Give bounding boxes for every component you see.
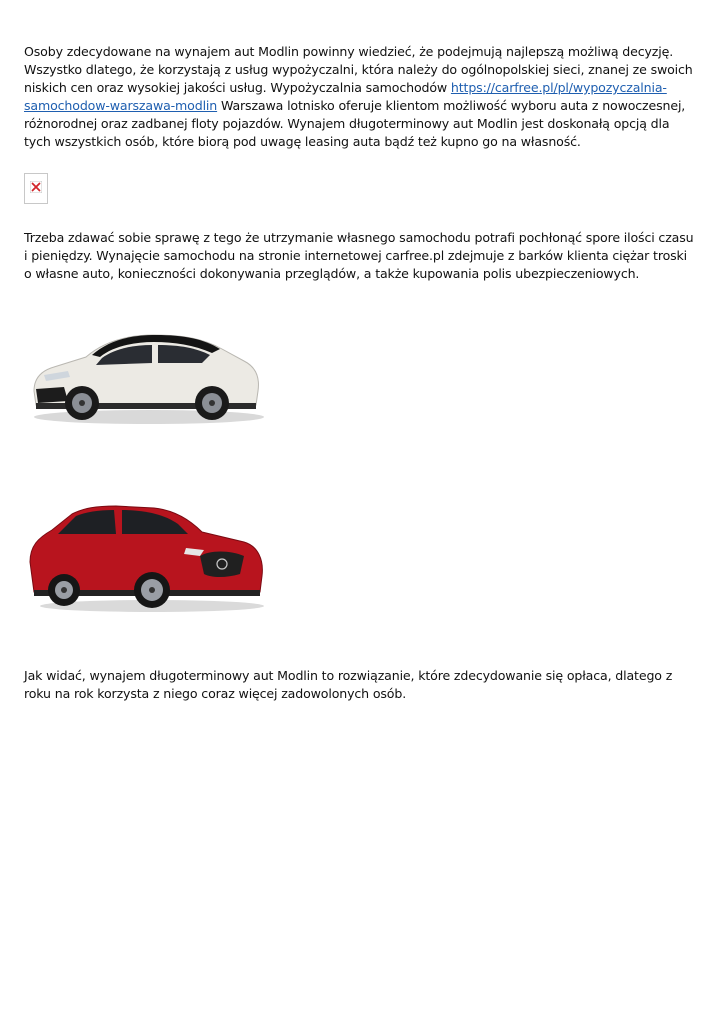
- carfree-link[interactable]: https://carfree.pl/pl/wypozyczalnia-samochodow-warszawa-modlin: [24, 80, 667, 113]
- intro-text-end: Warszawa lotnisko oferuje klientom możliwość wyboru auta z nowoczesnej, różnorodnej oraz zadbanej floty pojazdów. Wynajem długoterminowy aut Modlin jest doskonałą opcją dla tych wszystkich osób, które biorą pod uwagę leasing auta bądź też kupno go na własność.: [24, 98, 686, 149]
- paragraph-intro: [24, 43, 696, 151]
- white-suv-image: [24, 305, 266, 430]
- broken-image-icon: [30, 181, 42, 193]
- paragraph-costs: Trzeba zdawać sobie sprawę z tego że utrzymanie własnego samochodu potrafi pochłonąć spore ilości czasu i pieniędzy. Wynajęcie samochodu na stronie internetowej carfree.pl zdejmuje z barków klienta ciężar troski o własne auto, konieczności dokonywania przeglądów, a także kupowania polis ubezpieczeniowych.: [24, 230, 694, 281]
- paragraph-conclusion: Jak widać, wynajem długoterminowy aut Modlin to rozwiązanie, które zdecydowanie się opłaca, dlatego z roku na rok korzysta z niego coraz więcej zadowolonych osób.: [24, 668, 673, 701]
- intro-text-start: Osoby zdecydowane na wynajem aut Modlin powinny wiedzieć, że podejmują najlepszą możliwą decyzję. Wszystko dlatego, że korzystają z usług wypożyczalni, która należy do ogólnopolskiej sieci, znanej ze swoich niskich cen oraz wysokiej jakości usług. Wypożyczalnia samochodów: [24, 44, 693, 95]
- broken-image-placeholder: [24, 173, 48, 204]
- red-suv-image: [24, 490, 266, 615]
